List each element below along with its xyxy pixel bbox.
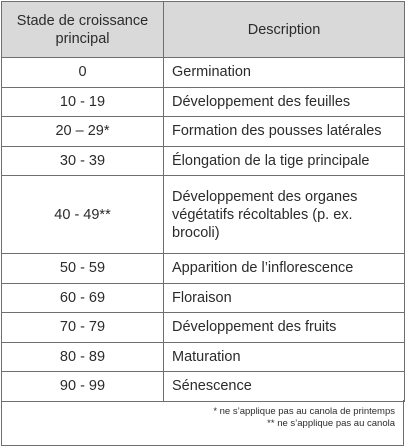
table-row bbox=[2, 283, 405, 313]
table-row bbox=[2, 254, 405, 284]
table-row bbox=[2, 146, 405, 176]
description-cell: Sénescence bbox=[164, 372, 405, 402]
stage-cell: 40 - 49** bbox=[2, 176, 164, 254]
table-body bbox=[2, 58, 405, 402]
header-description: Description bbox=[164, 2, 405, 58]
header-stage: Stade de croissance principal bbox=[2, 2, 164, 58]
description-cell: Germination bbox=[164, 58, 405, 88]
footnote-canola: ** ne s’applique pas au canola bbox=[267, 418, 395, 429]
table-row bbox=[2, 313, 405, 343]
footnote-spring-canola: * ne s’applique pas au canola de printemps bbox=[213, 406, 395, 417]
table-header-row bbox=[2, 2, 405, 58]
table-row bbox=[2, 176, 405, 254]
stage-cell: 60 - 69 bbox=[2, 283, 164, 313]
description-cell: Formation des pousses latérales bbox=[164, 117, 405, 147]
table-row bbox=[2, 58, 405, 88]
description-cell: Élongation de la tige principale bbox=[164, 146, 405, 176]
table-header bbox=[2, 2, 405, 58]
stage-cell: 50 - 59 bbox=[2, 254, 164, 284]
stage-cell: 70 - 79 bbox=[2, 313, 164, 343]
description-cell: Maturation bbox=[164, 342, 405, 372]
table-row bbox=[2, 342, 405, 372]
description-cell: Floraison bbox=[164, 283, 405, 313]
table-row bbox=[2, 87, 405, 117]
stage-cell: 10 - 19 bbox=[2, 87, 164, 117]
table-row bbox=[2, 372, 405, 402]
description-cell: Apparition de l’inflorescence bbox=[164, 254, 405, 284]
stage-cell: 80 - 89 bbox=[2, 342, 164, 372]
stage-cell: 30 - 39 bbox=[2, 146, 164, 176]
description-cell: Développement des feuilles bbox=[164, 87, 405, 117]
stage-cell: 0 bbox=[2, 58, 164, 88]
stage-cell: 90 - 99 bbox=[2, 372, 164, 402]
description-cell: Développement des fruits bbox=[164, 313, 405, 343]
description-cell: Développement des organes végétatifs récoltables (p. ex. brocoli) bbox=[164, 176, 405, 254]
table-row bbox=[2, 117, 405, 147]
stage-cell: 20 – 29* bbox=[2, 117, 164, 147]
footnotes bbox=[1, 400, 404, 446]
growth-stage-table bbox=[1, 1, 405, 402]
